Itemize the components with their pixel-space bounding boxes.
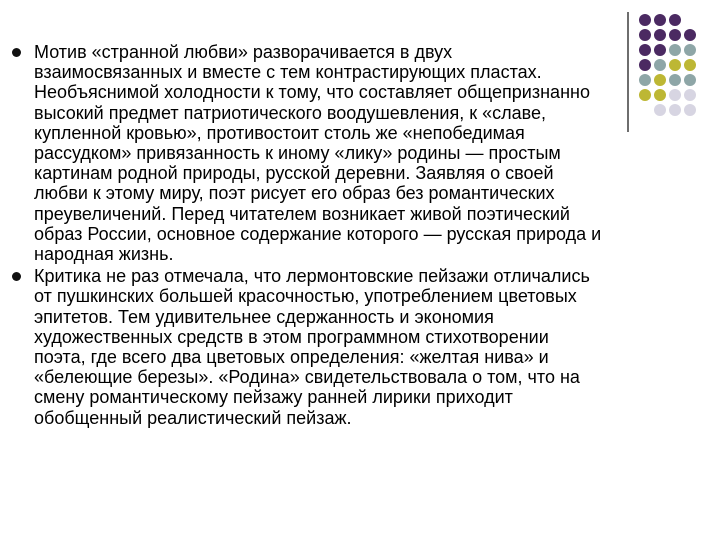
decorative-dot: [654, 59, 666, 71]
decorative-dot: [684, 44, 696, 56]
decorative-dot: [669, 104, 681, 116]
decorative-dot: [639, 44, 651, 56]
decorative-dot: [639, 59, 651, 71]
decorative-dot: [654, 74, 666, 86]
decorative-dot: [684, 74, 696, 86]
decorative-dot: [684, 59, 696, 71]
vertical-divider: [627, 12, 629, 132]
bullet-text-1: Мотив «странной любви» разворачивается в двух взаимосвязанных и вместе с тем контрастирующих пластах. Необъяснимой холодности к тому, что составляет общепризнанно высокий предмет патриотического воодушевления, к «славе, купленной кровью», противостоит столь же «непобедимая рассудком» привязанность к иному «лику» родины — простым картинам родной природы, русской деревни. Заявляя о своей любви к этому миру, поэт рисует его образ без романтических преувеличений. Перед читателем возникает живой поэтический образ России, основное содержание которого — русская природа и народная жизнь.: [34, 42, 602, 265]
bullet-text-2: Критика не раз отмечала, что лермонтовские пейзажи отличались от пушкинских большей красочностью, употреблением цветовых эпитетов. Тем удивительнее сдержанность и экономия художественных средств в этом программном стихотворении поэта, где всего два цветовых определения: «желтая нива» и «белеющие березы». «Родина» свидетельствовала о том, что на смену романтическому пейзажу ранней лирики приходит обобщенный реалистический пейзаж.: [34, 266, 590, 428]
decorative-dot: [669, 74, 681, 86]
decorative-dot: [669, 59, 681, 71]
decorative-dot: [669, 89, 681, 101]
decorative-dot: [639, 29, 651, 41]
decorative-dot-grid: [638, 13, 698, 117]
bullet-item-2: [12, 266, 602, 428]
decorative-dot: [654, 104, 666, 116]
bullet-list: [12, 42, 602, 430]
decorative-dot: [684, 29, 696, 41]
decorative-dot: [684, 89, 696, 101]
decorative-dot: [654, 29, 666, 41]
bullet-item-1: [12, 42, 602, 264]
bullet-dot-icon: [12, 272, 21, 281]
decorative-dot: [639, 74, 651, 86]
decorative-dot: [654, 14, 666, 26]
decorative-dot: [639, 89, 651, 101]
decorative-dot: [654, 44, 666, 56]
decorative-dot: [639, 14, 651, 26]
decorative-dot: [684, 104, 696, 116]
decorative-dot: [669, 29, 681, 41]
decorative-dot: [669, 44, 681, 56]
bullet-dot-icon: [12, 48, 21, 57]
decorative-dot: [654, 89, 666, 101]
decorative-dot: [669, 14, 681, 26]
